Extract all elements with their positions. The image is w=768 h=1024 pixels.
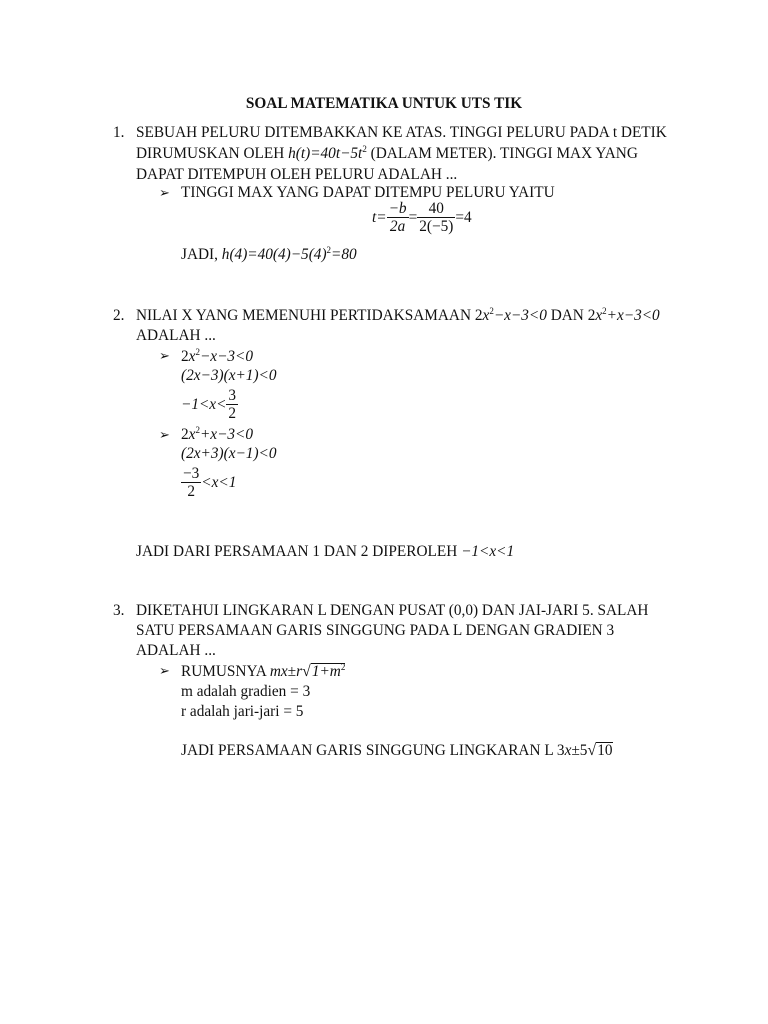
q1-jadi-formula: $h(4)=40(4)-5(4)^2=80$ xyxy=(221,245,357,263)
q3-rumus-formula: mx±r xyxy=(269,663,303,680)
q3-rumus-pre: RUMUSNYA xyxy=(181,663,267,680)
q2-b2-frac-numerator: −3 xyxy=(183,465,200,482)
q1-frac2-numerator: 40 xyxy=(417,201,455,218)
q2-b1-step2: (2x−3)(x+1)<0 xyxy=(181,367,277,384)
q2-b1-step3 xyxy=(181,388,238,423)
q1-line2-pre: DIRUMUSKAN OLEH xyxy=(136,145,285,162)
q1-equals: = xyxy=(408,208,418,226)
sqrt-icon: √ xyxy=(587,742,597,759)
q1-t-result: =4 xyxy=(455,208,472,226)
q1-line3: DAPAT DITEMPUH OLEH PELURU ADALAH ... xyxy=(136,166,458,183)
q3-number: 3. xyxy=(113,602,125,619)
q1-frac2-denominator: 2(−5) xyxy=(419,218,454,236)
q1-bullet-text: TINGGI MAX YANG DAPAT DITEMPU PELURU YAITU xyxy=(181,184,555,201)
q1-line2-formula: $h(t)=40t-5t^2$ xyxy=(288,144,367,162)
q1-line2-post: (DALAM METER). TINGGI MAX YANG xyxy=(370,145,638,162)
q3-line3: ADALAH ... xyxy=(136,642,216,659)
q1-frac-40 xyxy=(417,201,455,236)
q1-t-label: t= xyxy=(372,208,387,226)
q2-ineq2: $2x^2+x-3<0$ xyxy=(587,306,660,324)
q2-ineq1: $2x^2-x-3<0$ xyxy=(474,306,547,324)
q1-line1: SEBUAH PELURU DITEMBAKKAN KE ATAS. TINGGI PELURU PADA t DETIK xyxy=(136,124,667,141)
q3-rumus-sqrt: $1+m^2$ xyxy=(311,662,346,680)
q2-b2-step1: $2x^2+x-3<0$ xyxy=(181,425,254,443)
q1-number: 1. xyxy=(113,124,125,141)
q2-b1-frac-numerator: 3 xyxy=(228,387,237,404)
q3-jadi-pre: JADI PERSAMAAN GARIS SINGGUNG LINGKARAN L xyxy=(181,742,554,759)
q2-line1 xyxy=(136,308,660,323)
q3-jadi xyxy=(181,742,613,760)
arrow-bullet-icon: ➢ xyxy=(159,185,170,200)
q2-b1-step1: $2x^2-x-3<0$ xyxy=(181,347,254,365)
q2-b1-frac-denominator: 2 xyxy=(228,405,237,423)
sqrt-icon: √ xyxy=(302,663,311,680)
q1-frac1-numerator: −b xyxy=(388,200,407,217)
q1-jadi-pre: JADI, xyxy=(181,246,218,263)
q3-r-line: r adalah jari-jari = 5 xyxy=(181,703,304,720)
q2-jadi xyxy=(136,544,514,559)
q1-jadi xyxy=(181,247,357,262)
q2-jadi-formula: −1<x<1 xyxy=(461,543,515,560)
q3-jadi-formula: 3x±5 xyxy=(556,742,588,759)
q1-line2 xyxy=(136,146,638,161)
q2-b2-frac-denominator: 2 xyxy=(187,483,195,501)
q2-line2: ADALAH ... xyxy=(136,327,216,344)
q2-number: 2. xyxy=(113,307,125,324)
q3-line1: DIKETAHUI LINGKARAN L DENGAN PUSAT (0,0) DAN JAI-JARI 5. SALAH xyxy=(136,602,649,619)
q1-frac-b-2a xyxy=(387,201,409,236)
q2-jadi-pre: JADI DARI PERSAMAAN 1 DAN 2 DIPEROLEH xyxy=(136,543,458,560)
q3-rumus xyxy=(181,663,345,681)
q2-b2-step2: (2x+3)(x−1)<0 xyxy=(181,445,277,462)
page-title: SOAL MATEMATIKA UNTUK UTS TIK xyxy=(245,95,523,112)
arrow-bullet-icon: ➢ xyxy=(159,663,170,678)
q1-t-formula xyxy=(372,201,472,236)
q2-b1-step3-pre: −1<x< xyxy=(181,395,227,413)
q2-b2-step3 xyxy=(181,466,236,501)
q2-line1-pre: NILAI X YANG MEMENUHI PERTIDAKSAMAAN xyxy=(136,307,472,324)
q1-frac1-denominator: 2a xyxy=(389,218,406,236)
q2-b2-step3-post: <x<1 xyxy=(201,473,237,491)
arrow-bullet-icon: ➢ xyxy=(159,427,170,442)
q2-b2-frac xyxy=(181,466,201,501)
q2-b1-frac xyxy=(226,388,238,423)
q2-dan: DAN xyxy=(550,307,584,324)
q3-m-line: m adalah gradien = 3 xyxy=(181,683,311,700)
q3-jadi-sqrt: 10 xyxy=(597,742,613,759)
q3-line2: SATU PERSAMAAN GARIS SINGGUNG PADA L DENGAN GRADIEN 3 xyxy=(136,622,615,639)
arrow-bullet-icon: ➢ xyxy=(159,348,170,363)
